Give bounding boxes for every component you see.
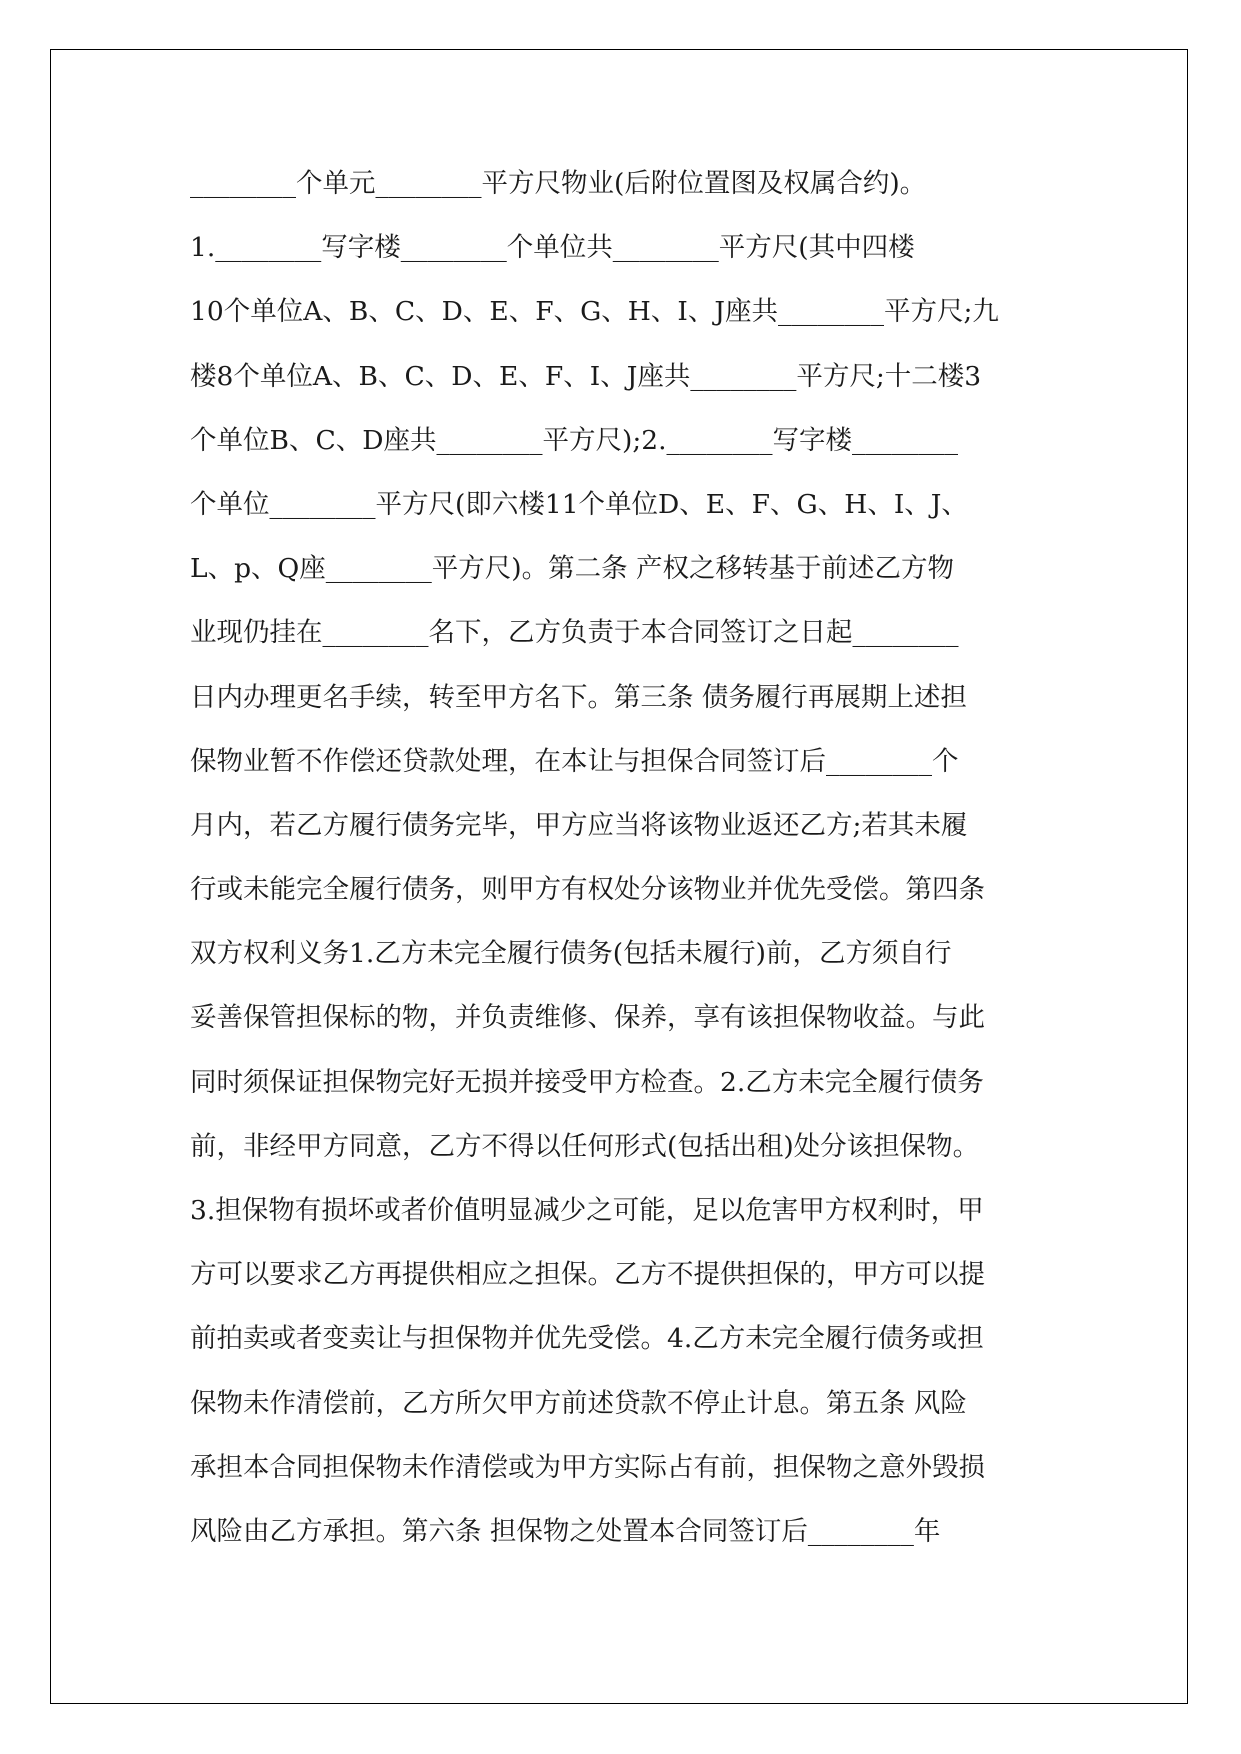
text-line-2: 1.________写字楼________个单位共________平方尺(其中四楼 [190,232,915,264]
text-line-15: 同时须保证担保物完好无损并接受甲方检查。2.乙方未完全履行债务 [190,1066,984,1098]
text-line-21: 承担本合同担保物未作清偿或为甲方实际占有前，担保物之意外毁损 [190,1451,985,1483]
text-line-14: 妥善保管担保标的物，并负责维修、保养，享有该担保物收益。与此 [190,1002,985,1034]
text-line-5: 个单位B、C、D座共________平方尺);2.________写字楼________ [190,424,959,456]
text-line-20: 保物未作清偿前，乙方所欠甲方前述贷款不停止计息。第五条 风险 [190,1387,967,1419]
text-line-10: 保物业暂不作偿还贷款处理，在本让与担保合同签订后________个 [190,745,959,777]
text-line-7: L、p、Q座________平方尺)。第二条 产权之移转基于前述乙方物 [190,553,955,585]
text-line-4: 楼8个单位A、B、C、D、E、F、I、J座共________平方尺;十二楼3 [190,360,982,392]
text-line-9: 日内办理更名手续，转至甲方名下。第三条 债务履行再展期上述担 [190,681,967,713]
text-line-3: 10个单位A、B、C、D、E、F、G、H、I、J座共________平方尺;九 [190,296,999,328]
text-line-1: ________个单元________平方尺物业(后附位置图及权属合约)。 [190,168,927,199]
text-line-13: 双方权利义务1.乙方未完全履行债务(包括未履行)前，乙方须自行 [190,938,952,970]
text-line-17: 3.担保物有损坏或者价值明显减少之可能，足以危害甲方权利时，甲 [190,1195,984,1226]
text-line-18: 方可以要求乙方再提供相应之担保。乙方不提供担保的，甲方可以提 [190,1259,985,1291]
text-line-6: 个单位________平方尺(即六楼11个单位D、E、F、G、H、I、J、 [190,488,968,520]
text-line-11: 月内，若乙方履行债务完毕，甲方应当将该物业返还乙方;若其未履 [190,809,968,841]
text-line-12: 行或未能完全履行债务，则甲方有权处分该物业并优先受偿。第四条 [190,874,985,906]
document-body [190,152,1070,1564]
text-line-19: 前拍卖或者变卖让与担保物并优先受偿。4.乙方未完全履行债务或担 [190,1323,984,1355]
text-line-16: 前，非经甲方同意，乙方不得以任何形式(包括出租)处分该担保物。 [190,1130,980,1162]
text-line-8: 业现仍挂在________名下，乙方负责于本合同签订之日起________ [190,617,959,649]
text-line-22: 风险由乙方承担。第六条 担保物之处置本合同签订后________年 [190,1515,941,1547]
